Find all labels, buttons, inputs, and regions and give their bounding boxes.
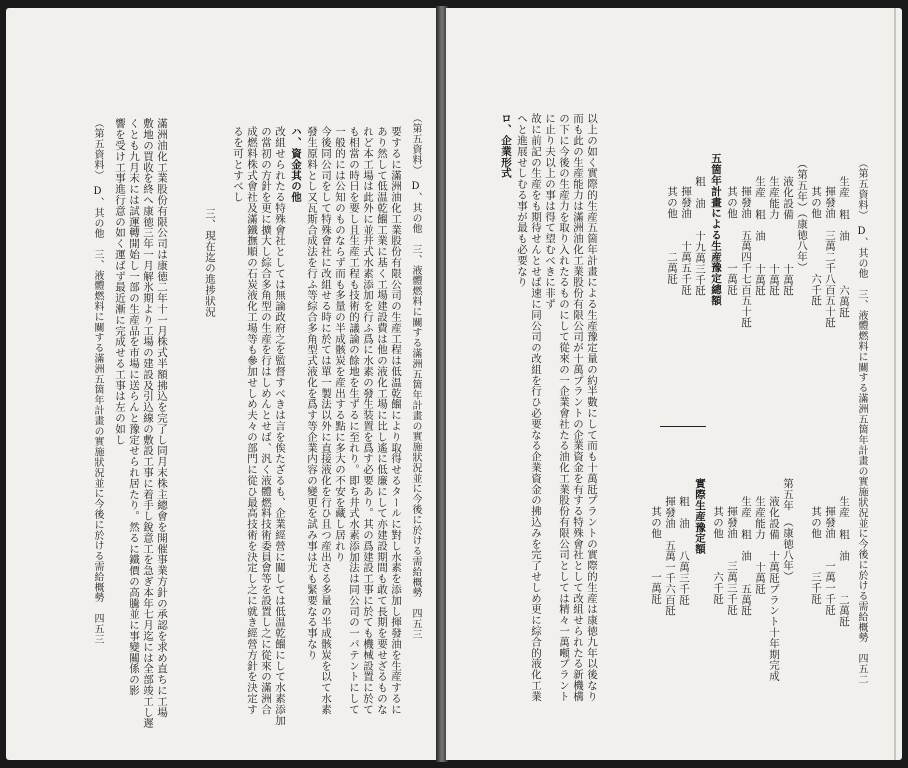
left-line-17: 響を受け工事進行意の如く運ばず最近漸に完成せる工事は左の如し bbox=[114, 118, 126, 445]
plan-row-2: 揮發油 三萬二千八百五十瓩 bbox=[824, 186, 836, 328]
plan-row-8: 揮發油 五萬四千七百五十瓩 bbox=[740, 186, 752, 328]
left-line-9: 改組せられたる特殊會社としては無論政府之を監督すべきは言を俟たざるも、企業經營に關しては低温乾餾にして水素添加 bbox=[274, 126, 286, 726]
left-section-heading: 三、現在迄の進捗狀況 bbox=[204, 208, 216, 317]
plan-row-9: 其の他 一萬瓩 bbox=[726, 186, 738, 295]
actual-row-2: 揮發油 一萬一千瓩 bbox=[824, 506, 836, 615]
plan-total-row-3: 其の他 二萬瓩 bbox=[666, 186, 678, 285]
left-line-5: 一般的には公知のものならず而も多量の半成骸炭を産出する點に多大の不安を藏し居れり bbox=[334, 126, 346, 562]
left-line-11: 成燃料株式會社及滿鐵撫順の石炭液化工場等も參加せしめ夫々の部門に從ひ最高技術を決定し之に就き經營方針を決定す bbox=[246, 126, 258, 715]
right-line-1: 以上の如く實際的生産五箇年計畫による生産豫定量の約半數にして而も十萬瓩プラントの實際的生産は康徳九年以後なり bbox=[586, 113, 598, 702]
left-footer: （第五資料） D、其の他 三、液體燃料に關する滿洲五箇年計畫の實施狀況並に今後に於ける需給概勢 四五三 bbox=[92, 118, 103, 645]
actual-heading: 實際生産豫定額 bbox=[694, 478, 706, 555]
actual-row-3: 其の他 三千瓩 bbox=[810, 506, 822, 605]
left-line-16: くとも九月末には試運轉開始し一部の生産品を市場に送らんと豫定せられ居たり。然るに鐵價の高騰並に事變關係の影 bbox=[128, 118, 140, 696]
plan-row-4: （第五年）（康徳八年） bbox=[796, 158, 808, 273]
left-page bbox=[6, 8, 438, 760]
left-line-15: 敷地の買收を終へ康徳三年一月解氷期より工場の建設及引込線の敷設工事に着手し銳意工を急ぎ本年七月迄には全部竣工し遲 bbox=[142, 118, 154, 729]
left-running-head: （第五資料） D、其の他 三、液體燃料に關する滿洲五箇年計畫の實施狀況並に今後に於ける需給概勢 四五三 bbox=[410, 113, 421, 640]
plan-total-row-1: 粗 油 十九萬三千瓩 bbox=[694, 176, 706, 296]
actual-total-row-1: 粗 油 八萬三千瓩 bbox=[678, 496, 690, 605]
actual-total-row-2: 揮發油 五萬一千六百瓩 bbox=[664, 496, 676, 616]
actual-row-4: 第五年 （康徳八年） bbox=[782, 478, 794, 582]
left-line-12: るを可とすべし bbox=[232, 126, 244, 203]
plan-row-5: 液化設備 十萬瓩 bbox=[782, 176, 794, 296]
plan-total-row-2: 揮發油 十萬五千瓩 bbox=[680, 186, 692, 295]
left-line-14: 滿洲油化工業股份有限公司は康徳二年十一月株式半額拂込を完了し同月末株主總會を開催事業方針の承認を求め直ちに工場 bbox=[156, 118, 168, 718]
actual-row-5: 液化設備 十萬瓩プラント十年期完成 bbox=[768, 496, 780, 682]
right-page bbox=[446, 8, 902, 760]
plan-total-heading: 五箇年計畫による生産豫定總額 bbox=[710, 153, 722, 306]
left-line-10: の當初の方針を更に擴大し綜合多角型の生産を行はしめんとせば、汎く液體燃料技術委員會等を設置し之に從來の滿洲合 bbox=[260, 126, 272, 715]
plan-row-6: 生産能力 十萬瓩 bbox=[768, 176, 780, 296]
actual-row-8: 揮發油 三萬三千瓩 bbox=[726, 506, 738, 615]
plan-row-1: 生産 粗 油 六萬瓩 bbox=[838, 176, 850, 318]
right-running-head: （第五資料） D、其の他 三、液體燃料に關する滿洲五箇年計畫の實施狀況並に今後に於ける需給概勢 四五二 bbox=[856, 158, 867, 685]
actual-row-7: 生産 粗 油 五萬瓩 bbox=[740, 496, 752, 616]
left-line-1: 要するに滿洲油化工業股份有限公司の生産工程は低温乾餾により取得せるタールに對し水素を添加し揮發油を生産するに bbox=[390, 126, 402, 715]
left-line-3: れど本工場は此外に並井式水素添加を行ふ爲に水素の發生装置を爲す必要あり。其の爲建設工事に於ても機械設置に於て bbox=[362, 126, 374, 715]
table-divider bbox=[660, 426, 706, 427]
left-line-7: 發生原料とし又瓦斯合成法を行ふ等綜合多角型式液化を爲す等企業内容の變更を試み事は尤も緊要なる事なり bbox=[306, 126, 318, 661]
right-line-4: に止り夫以上の事は得て望むべきに非ず bbox=[544, 113, 556, 310]
right-line-5: 故に前記の生産をも期待せんとせば速に同公司の改組を行ひ必要なる企業資金の拂込みを完了せしめ更に綜合的液化工業 bbox=[530, 113, 542, 702]
left-line-6: 今後同公司をして特殊會社に改組せる時に於ては單一製法以外に直接液化を行ひ且つ産出さる多量の半成骸炭を以て水素 bbox=[320, 126, 332, 715]
page-edge bbox=[894, 8, 896, 760]
right-line-6: へと進展せしむる事が最も必要なり bbox=[516, 113, 528, 288]
right-line-2: 而も此の生産能力は滿洲油化工業股份有限公司が十萬プラントの企業資金を有する特殊會社として改組せられたる新機構 bbox=[572, 113, 584, 702]
left-line-4: も相當の時日を要し且生産工程も技術的議論の餘地を生ずるに至れり。即ち井式水素添加法は同公司の一パテントにして bbox=[348, 126, 360, 715]
actual-row-9: 其の他 六千瓩 bbox=[712, 506, 724, 605]
plan-row-7: 生産 粗 油 十萬瓩 bbox=[754, 176, 766, 296]
actual-row-1: 生産 粗 油 二萬瓩 bbox=[838, 496, 850, 627]
plan-row-3: 其の他 六千瓩 bbox=[810, 186, 822, 306]
right-line-3: の下に今後の生産力を取り入れたるものにして從來の一企業會社たる油化工業股份有限公司としては精々一萬噸プラント bbox=[558, 113, 570, 702]
actual-row-6: 生産能力 十萬瓩 bbox=[754, 496, 766, 595]
left-subheading-funds: ハ、資金其の他 bbox=[290, 126, 302, 203]
actual-total-row-3: 其の他 一萬瓩 bbox=[650, 506, 662, 605]
right-subheading-enterprise: ロ、企業形式 bbox=[500, 113, 512, 179]
left-line-2: あり然して低温乾餾工業に基く工場建設費は他の液化工場に比し遙に低廉にして亦建設期間も敢て長期を要せざるものな bbox=[376, 126, 388, 715]
